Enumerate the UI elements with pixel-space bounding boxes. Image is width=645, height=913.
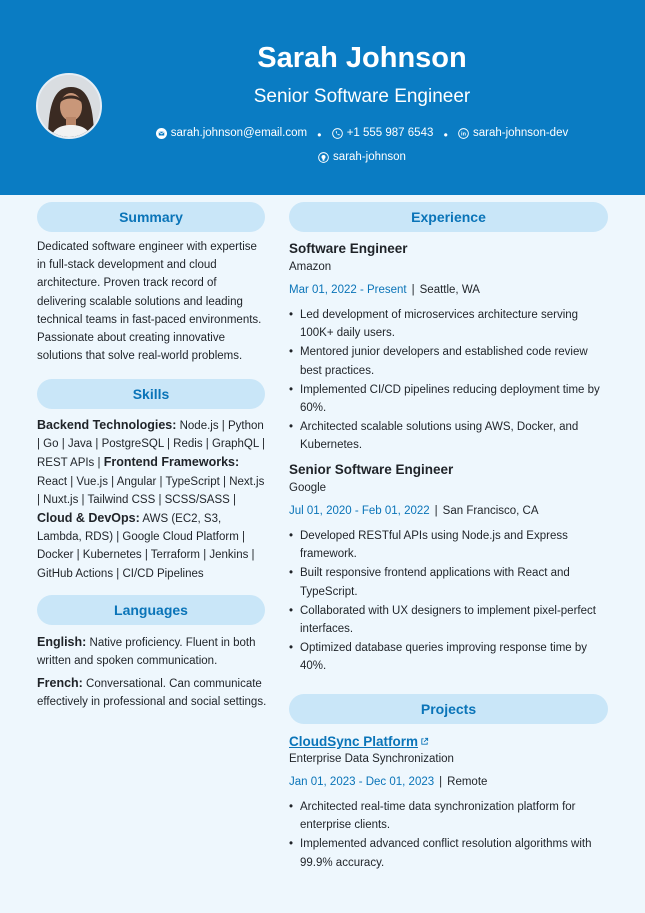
language-text: Conversational. Can communicate effectively in professional and social settings. xyxy=(37,678,267,709)
language-text: Native proficiency. Fluent in both written and spoken communication. xyxy=(37,637,256,668)
project-title-link[interactable] xyxy=(289,734,429,749)
list-item: • Built responsive frontend applications with React and TypeScript. xyxy=(289,564,611,600)
language-item xyxy=(37,674,269,711)
project-meta: Jan 01, 2023 - Dec 01, 2023 | Remote xyxy=(289,776,488,788)
skill-group-items: AWS (EC2, S3, Lambda, RDS) | Google Cloud Platform | Docker | Kubernetes | Terraform | Jenkins | GitHub Actions | CI/CD Pipelines xyxy=(37,513,255,580)
projects-heading: Projects xyxy=(289,694,608,724)
contact-row xyxy=(82,127,642,142)
skill-group-label: Backend Technologies: xyxy=(37,418,177,432)
phone-icon xyxy=(332,128,343,139)
project-title: CloudSync Platform xyxy=(289,734,419,749)
linkedin-text: sarah-johnson-dev xyxy=(472,127,569,139)
languages-heading: Languages xyxy=(37,595,265,625)
skill-group-items: React | Vue.js | Angular | TypeScript | Next.js | Nuxt.js | Tailwind CSS | SCSS/SASS xyxy=(37,475,265,506)
email-icon xyxy=(156,128,167,139)
job-bullets xyxy=(289,306,611,456)
email-text: sarah.johnson@email.com xyxy=(170,127,308,139)
list-item: • Optimized database queries improving response time by 40%. xyxy=(289,639,611,675)
list-item: • Led development of microservices architecture serving 100K+ daily users. xyxy=(289,306,611,342)
language-label: English: xyxy=(37,635,87,649)
skill-group-items: Node.js | Python | Go | Java | PostgreSQL | Redis | GraphQL | REST APIs xyxy=(37,420,266,470)
job-location: San Francisco, CA xyxy=(442,505,539,517)
project-dates: Jan 01, 2023 - Dec 01, 2023 xyxy=(289,776,435,788)
job-location: Seattle, WA xyxy=(419,284,480,296)
phone-contact[interactable] xyxy=(332,127,434,139)
svg-text:in: in xyxy=(461,131,466,138)
job-company: Google xyxy=(289,482,327,494)
candidate-name: Sarah Johnson xyxy=(257,42,467,74)
list-item: • Mentored junior developers and established code review best practices. xyxy=(289,343,611,379)
linkedin-icon xyxy=(458,128,469,139)
skill-group-label: Frontend Frameworks: xyxy=(103,455,240,470)
github-icon xyxy=(318,152,329,163)
skills-list: Backend Technologies: Node.js | Python | Go | Java | PostgreSQL | Redis | GraphQL | REST APIs | Frontend Frameworks: React | Vue.js | Angular | TypeScript | Next.js | Nuxt.js | Tailwind CSS | SCSS/SASS | Cloud & DevOps: AWS (EC2, S3, Lambda, RDS) | Google Cloud Platform | Docker | Kubernetes | Terraform | Jenkins | GitHub Actions | CI/CD Pipelines xyxy=(37,418,266,580)
candidate-role: Senior Software Engineer xyxy=(253,86,471,107)
project-location: Remote xyxy=(447,776,488,788)
list-item: • Collaborated with UX designers to implement pixel-perfect interfaces. xyxy=(289,602,611,638)
github-contact[interactable] xyxy=(318,151,406,163)
project-subtitle: Enterprise Data Synchronization xyxy=(289,753,454,765)
job-meta: Mar 01, 2022 - Present | Seattle, WA xyxy=(289,284,480,296)
list-item: • Implemented CI/CD pipelines reducing deployment time by 60%. xyxy=(289,381,611,417)
separator-dot: • xyxy=(443,127,448,142)
job-company: Amazon xyxy=(289,261,332,273)
phone-text: +1 555 987 6543 xyxy=(346,127,434,139)
github-text: sarah-johnson xyxy=(333,151,406,163)
external-link-icon xyxy=(420,737,429,746)
summary-heading: Summary xyxy=(37,202,265,232)
list-item: • Architected scalable solutions using AWS, Docker, and Kubernetes. xyxy=(289,418,611,454)
skills-heading: Skills xyxy=(37,379,265,409)
job-title: Senior Software Engineer xyxy=(289,462,454,477)
language-item xyxy=(37,633,269,670)
project-bullets xyxy=(289,798,611,873)
linkedin-contact[interactable] xyxy=(458,127,568,139)
job-meta: Jul 01, 2020 - Feb 01, 2022 | San Francisco, CA xyxy=(289,505,539,517)
summary-text: Dedicated software engineer with expertise in full-stack development and cloud architecture. Proven track record of delivering scalable solutions and leading technical teams in fast-paced environments. Passionate about creating innovative solutions that solve real-world problems. xyxy=(37,241,262,363)
job-dates: Jul 01, 2020 - Feb 01, 2022 xyxy=(289,505,430,517)
email-contact[interactable] xyxy=(156,127,307,139)
skill-group-label: Cloud & DevOps: xyxy=(37,511,140,526)
separator-dot: • xyxy=(317,127,322,142)
job-title: Software Engineer xyxy=(289,241,408,256)
language-label: French: xyxy=(37,676,83,690)
list-item: • Architected real-time data synchronization platform for enterprise clients. xyxy=(289,798,611,834)
job-dates: Mar 01, 2022 - Present xyxy=(289,284,407,296)
experience-heading: Experience xyxy=(289,202,608,232)
list-item: • Implemented advanced conflict resolution algorithms with 99.9% accuracy. xyxy=(289,835,611,871)
job-bullets xyxy=(289,527,611,677)
list-item: • Developed RESTful APIs using Node.js and Express framework. xyxy=(289,527,611,563)
header-banner xyxy=(0,0,645,195)
contact-row-2 xyxy=(82,151,642,166)
